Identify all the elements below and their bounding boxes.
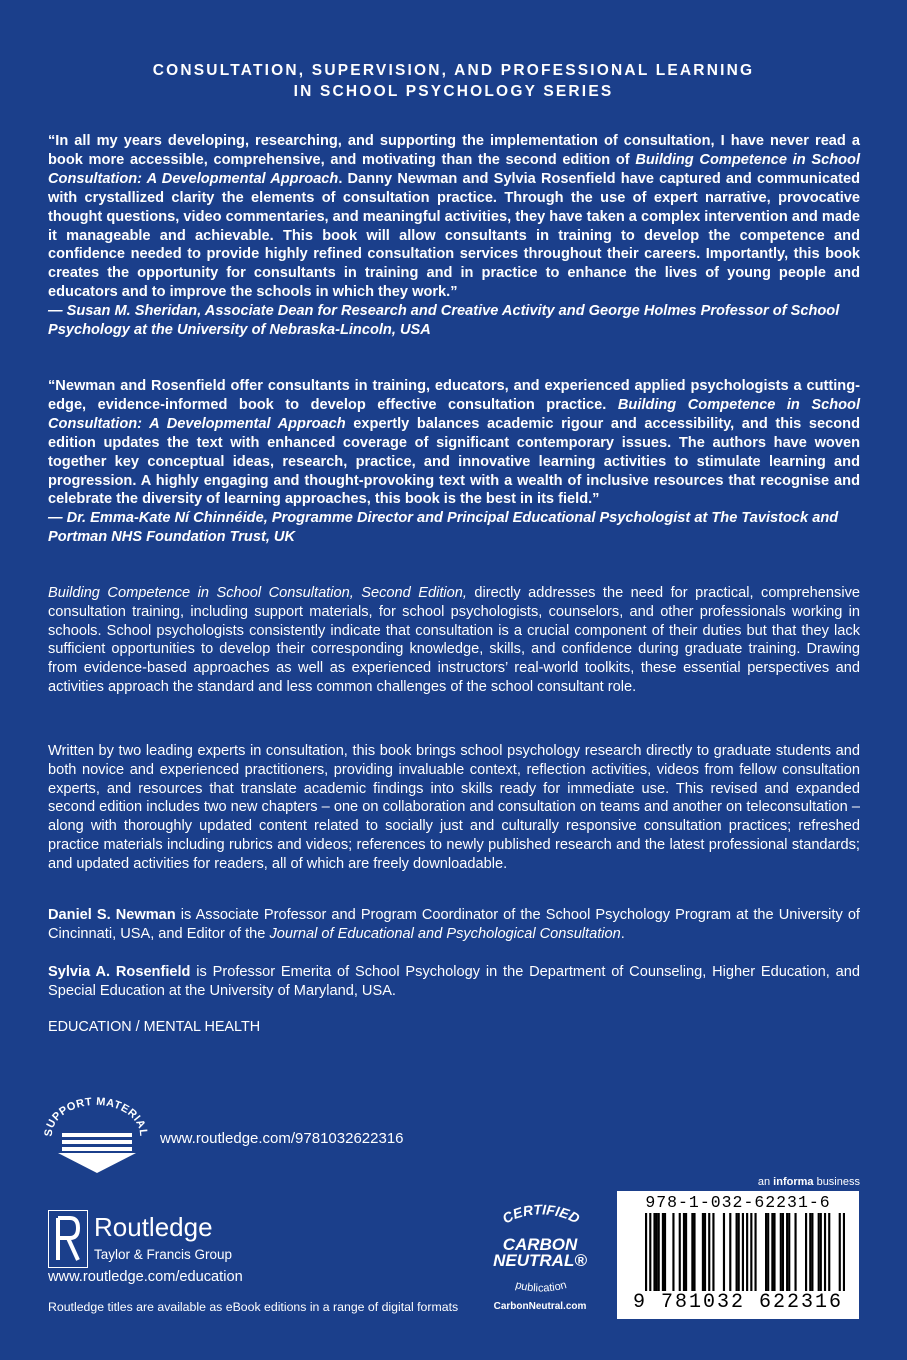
description-book-title: Building Competence in School Consultation, Second Edition, xyxy=(48,585,467,601)
svg-text:publication xyxy=(514,1279,568,1294)
barcode-bar xyxy=(702,1213,704,1291)
barcode-bar xyxy=(704,1213,706,1291)
barcode-bar xyxy=(685,1213,687,1291)
author-2-text: is Professor Emerita of School Psychology in the Department of Counseling, Higher Education, and Special Education at the University of Maryland, USA. xyxy=(48,964,860,999)
publisher-name: Routledge xyxy=(94,1212,213,1242)
description-1-text: directly addresses the need for practical, comprehensive consultation training, including support materials, for school psychologists, counselors, and other professionals working in schools. School psychologists consistently indicate that consultation is a crucial component of their duties but that they lack sufficient opportunities to develop their corresponding knowledge, skills, and confidence during graduate training. Drawing from evidence-based approaches as well as experienced instructors’ real-world toolkits, these essential perspectives and activities approach the standard and less common challenges of the school consultant role. xyxy=(48,585,860,695)
barcode-bar xyxy=(824,1213,826,1291)
barcode-bar xyxy=(649,1213,651,1291)
barcode-bar xyxy=(712,1213,714,1291)
barcode-bar xyxy=(683,1213,685,1291)
barcode-bar xyxy=(645,1213,647,1291)
author-bio-newman xyxy=(48,906,860,944)
barcode-bar xyxy=(773,1213,775,1291)
author-1-text-a: is Associate Professor and Program Coordinator of the School Psychology Program at the University of Cincinnati, USA, and Editor of the xyxy=(48,907,860,942)
series-title-line2: IN SCHOOL PSYCHOLOGY SERIES xyxy=(293,83,614,100)
series-title xyxy=(0,60,907,102)
barcode-bar xyxy=(693,1213,695,1291)
barcode-bar xyxy=(742,1213,744,1291)
author-1-text-b: . xyxy=(620,925,625,942)
quote-1-book-title: Building Competence in School Consultation: A Developmental Approach xyxy=(48,151,860,187)
support-material-url[interactable]: www.routledge.com/9781032622316 xyxy=(160,1130,404,1147)
carbon-text: CARBON xyxy=(502,1235,578,1254)
barcode-bar xyxy=(746,1213,748,1291)
description-paragraph-2: Written by two leading experts in consultation, this book brings school psychology research directly to graduate students and both novice and experienced practitioners, providing invaluable context, reflection activities, videos from fellow consultation experts, and resources that translate academic findings into skills ready for immediate use. This revised and expanded second edition includes two new chapters – one on collaboration and consultation on teams and another on teleconsultation – along with thoroughly updated content related to socially just and culturally responsive consultation practices; refreshed practice materials including rubrics and videos; references to newly published research and the latest professional standards; and updated activities for readers, all of which are freely downloadable. xyxy=(48,743,860,872)
barcode-bar xyxy=(754,1213,756,1291)
barcode-bar xyxy=(788,1213,790,1291)
barcode-bar xyxy=(780,1213,782,1291)
barcode-bar xyxy=(662,1213,664,1291)
quote-2-text-b: expertly balances academic rigour and accessibility, and this second edition updates the text with enhanced coverage of significant contemporary issues. The authors have woven together key conceptual ideas, research, practice, and innovative learning activities to stimulate learning and progression. A highly engaging and thought-provoking text with a wealth of inclusive resources that recognise and celebrate the diversity of learning approaches, this book is the best in its field.” xyxy=(48,415,861,508)
barcode-bar xyxy=(691,1213,693,1291)
quote-2-book-title: Building Competence in School Consultation: A Developmental Approach xyxy=(48,396,860,432)
quote-1-text-b: . Danny Newman and Sylvia Rosenfield have captured and communicated with crystallized clarity the elements of consultation practice. Through the use of expert narrative, provocative thought questions, video commentaries, and meaningful activities, they have taken a complex intervention and made it manageable and achievable. This book will allow consultants in training to develop the competence and confidence needed to provide highly refined consultation services throughout their careers. Importantly, this book creates the opportunity for consultants in training and in practice to enhance the lives of young people and educators and to improve the schools in which they work.” xyxy=(48,170,860,301)
svg-text:SUPPORT MATERIAL xyxy=(43,1096,149,1137)
isbn-top-text: 978-1-032-62231-6 xyxy=(645,1193,831,1212)
carbon-neutral-badge-icon xyxy=(478,1200,603,1315)
barcode-bar xyxy=(767,1213,769,1291)
barcode-bar xyxy=(672,1213,674,1291)
svg-text:CERTIFIED xyxy=(500,1201,583,1226)
carbon-publication-text: publication xyxy=(514,1279,568,1295)
informa-business-label xyxy=(758,1176,860,1188)
quote-1-body xyxy=(48,132,860,302)
barcode-bar xyxy=(708,1213,710,1291)
publisher-url[interactable]: www.routledge.com/education xyxy=(48,1269,243,1285)
barcode-bar xyxy=(818,1213,820,1291)
barcode-bar xyxy=(664,1213,666,1291)
description-paragraph-1 xyxy=(48,584,860,697)
quote-2-text-a: “Newman and Rosenfield offer consultants in training, educators, and experienced applied psychologists a cutting-edge, evidence-informed book to develop effective consultation practice. xyxy=(48,378,860,413)
barcode-bar xyxy=(828,1213,830,1291)
barcode-bar xyxy=(723,1213,725,1291)
barcode-bar xyxy=(750,1213,752,1291)
barcode-bar xyxy=(843,1213,845,1291)
barcode-bar xyxy=(679,1213,681,1291)
barcode-bar xyxy=(653,1213,655,1291)
endorsement-quote-2 xyxy=(48,377,860,547)
barcode-bar xyxy=(820,1213,822,1291)
informa-brand: informa xyxy=(773,1176,814,1188)
barcode-bar xyxy=(658,1213,660,1291)
author-1-journal: Journal of Educational and Psychological Consultation xyxy=(269,925,621,942)
ebook-note: Routledge titles are available as eBook editions in a range of digital formats xyxy=(48,1300,459,1314)
series-title-line1: CONSULTATION, SUPERVISION, AND PROFESSIONAL LEARNING xyxy=(152,62,755,79)
barcode-bar xyxy=(782,1213,784,1291)
barcode-bars xyxy=(645,1213,845,1291)
barcode-bar xyxy=(771,1213,773,1291)
endorsement-quote-1 xyxy=(48,132,860,340)
barcode-bar xyxy=(786,1213,788,1291)
barcode-bar xyxy=(765,1213,767,1291)
author-2-name: Sylvia A. Rosenfield xyxy=(48,964,191,980)
support-material-icon xyxy=(40,1095,150,1175)
carbon-url: CarbonNeutral.com xyxy=(493,1301,587,1312)
barcode-bar xyxy=(656,1213,658,1291)
quote-2-attribution: — Dr. Emma-Kate Ní Chinnéide, Programme Director and Principal Educational Psychologist at The Tavistock and Portman NHS Foundation Trust, UK xyxy=(48,510,839,546)
isbn-digits: 9 781032 622316 xyxy=(632,1291,844,1314)
isbn-barcode xyxy=(617,1191,859,1319)
quote-1-attribution: — Susan M. Sheridan, Associate Dean for Research and Creative Activity and George Holmes Professor of School Psychology at the University of Nebraska-Lincoln, USA xyxy=(48,303,840,339)
barcode-bar xyxy=(811,1213,813,1291)
routledge-logo-icon xyxy=(48,1210,88,1268)
author-1-name: Daniel S. Newman xyxy=(48,907,176,923)
barcode-bar xyxy=(794,1213,796,1291)
publisher-group: Taylor & Francis Group xyxy=(94,1247,233,1262)
barcode-bar xyxy=(729,1213,731,1291)
barcode-bar xyxy=(809,1213,811,1291)
informa-prefix: an xyxy=(757,1176,774,1188)
barcode-bar xyxy=(738,1213,740,1291)
barcode-bar xyxy=(736,1213,738,1291)
informa-suffix: business xyxy=(813,1176,860,1188)
support-badge-text: SUPPORT MATERIAL xyxy=(42,1095,150,1138)
subject-category: EDUCATION / MENTAL HEALTH xyxy=(48,1019,261,1035)
barcode-bar xyxy=(805,1213,807,1291)
quote-1-text-a: “In all my years developing, researching, and supporting the implementation of consultation, I have never read a book more accessible, comprehensive, and motivating than the second edition of xyxy=(48,133,860,168)
carbon-certified-text: CERTIFIED xyxy=(499,1201,583,1227)
author-bio-rosenfield xyxy=(48,963,860,1001)
neutral-text: NEUTRAL® xyxy=(493,1251,587,1270)
quote-2-body xyxy=(48,377,860,509)
barcode-bar xyxy=(839,1213,841,1291)
